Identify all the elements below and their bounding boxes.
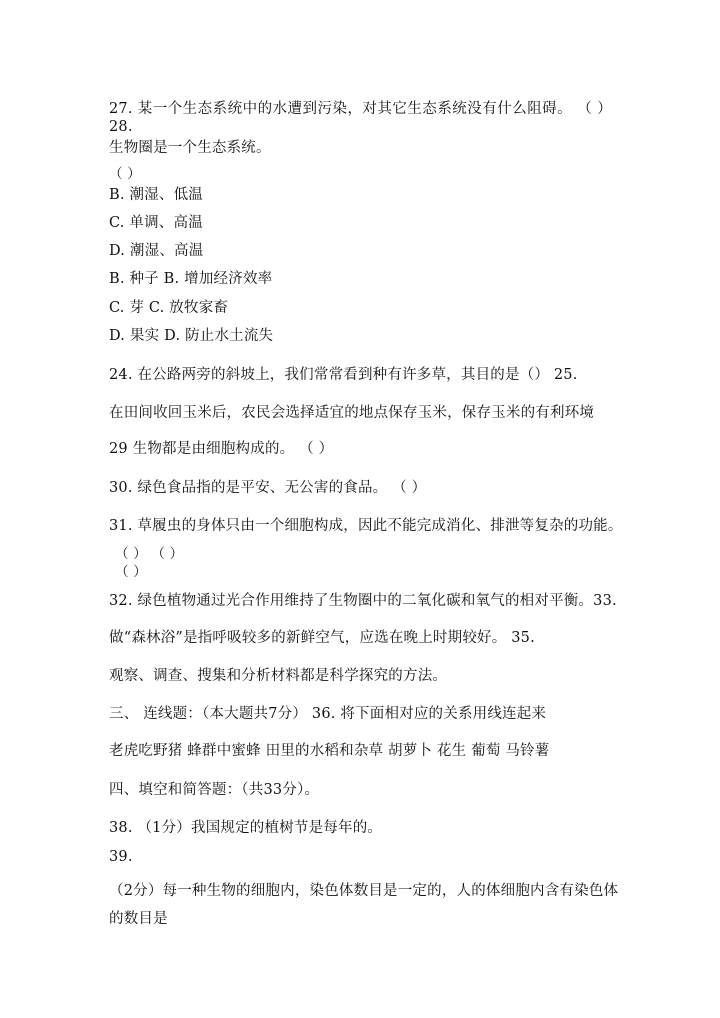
answer-parens-row: （ ） （ ）: [115, 546, 184, 562]
q29-line: 29 生物都是由细胞构成的。 （ ）: [109, 441, 334, 457]
option-c-1: C. 单调、高温: [109, 215, 203, 231]
q38-line: 38. （1分）我国规定的植树节是每年的。: [109, 820, 383, 836]
q33-text: 做“森林浴”是指呼吸较多的新鲜空气，应选在晚上时期较好。 35.: [109, 630, 535, 646]
q27-line: 27. 某一个生态系统中的水遭到污染，对其它生态系统没有什么阻碍。 （ ） 28.: [109, 101, 612, 135]
option-d-2: D. 果实 D. 防止水土流失: [109, 328, 274, 344]
option-d-1: D. 潮湿、高温: [109, 243, 204, 259]
q39-text: （2分）每一种生物的细胞内，染色体数目是一定的，人的体细胞内含有染色体: [109, 883, 619, 899]
section-three-heading: 三、 连线题：（本大题共7分） 36. 将下面相对应的关系用线连起来: [109, 706, 547, 722]
q30-line: 30. 绿色食品指的是平安、无公害的食品。 （ ）: [109, 480, 427, 496]
q31-line: 31. 草履虫的身体只由一个细胞构成，因此不能完成消化、排泄等复杂的功能。: [109, 518, 623, 534]
q39-text-cont: 的数目是: [109, 911, 168, 927]
matching-items: 老虎吃野猪 蜂群中蜜蜂 田里的水稻和杂草 胡萝卜 花生 葡萄 马铃薯: [109, 743, 550, 759]
answer-paren-single: （ ）: [115, 564, 147, 580]
q32-line: 32. 绿色植物通过光合作用维持了生物圈中的二氧化碳和氧气的相对平衡。33.: [109, 593, 617, 609]
section-four-heading: 四、填空和简答题：（共33分）。: [109, 782, 320, 798]
q28-text: 生物圈是一个生态系统。: [109, 140, 271, 156]
q24-line: 24. 在公路两旁的斜坡上，我们常常看到种有许多草，其目的是（） 25.: [109, 367, 578, 383]
q39-number: 39.: [109, 849, 133, 865]
option-c-2: C. 芽 C. 放牧家畜: [109, 300, 229, 316]
answer-paren: （ ）: [109, 166, 141, 182]
q35-text: 观察、调查、搜集和分析材料都是科学探究的方法。: [109, 668, 448, 684]
option-b-1: B. 潮湿、低温: [109, 187, 203, 203]
q25-text: 在田间收回玉米后，农民会选择适宜的地点保存玉米，保存玉米的有利环境: [109, 405, 595, 421]
option-b-2: B. 种子 B. 增加经济效率: [109, 271, 273, 287]
